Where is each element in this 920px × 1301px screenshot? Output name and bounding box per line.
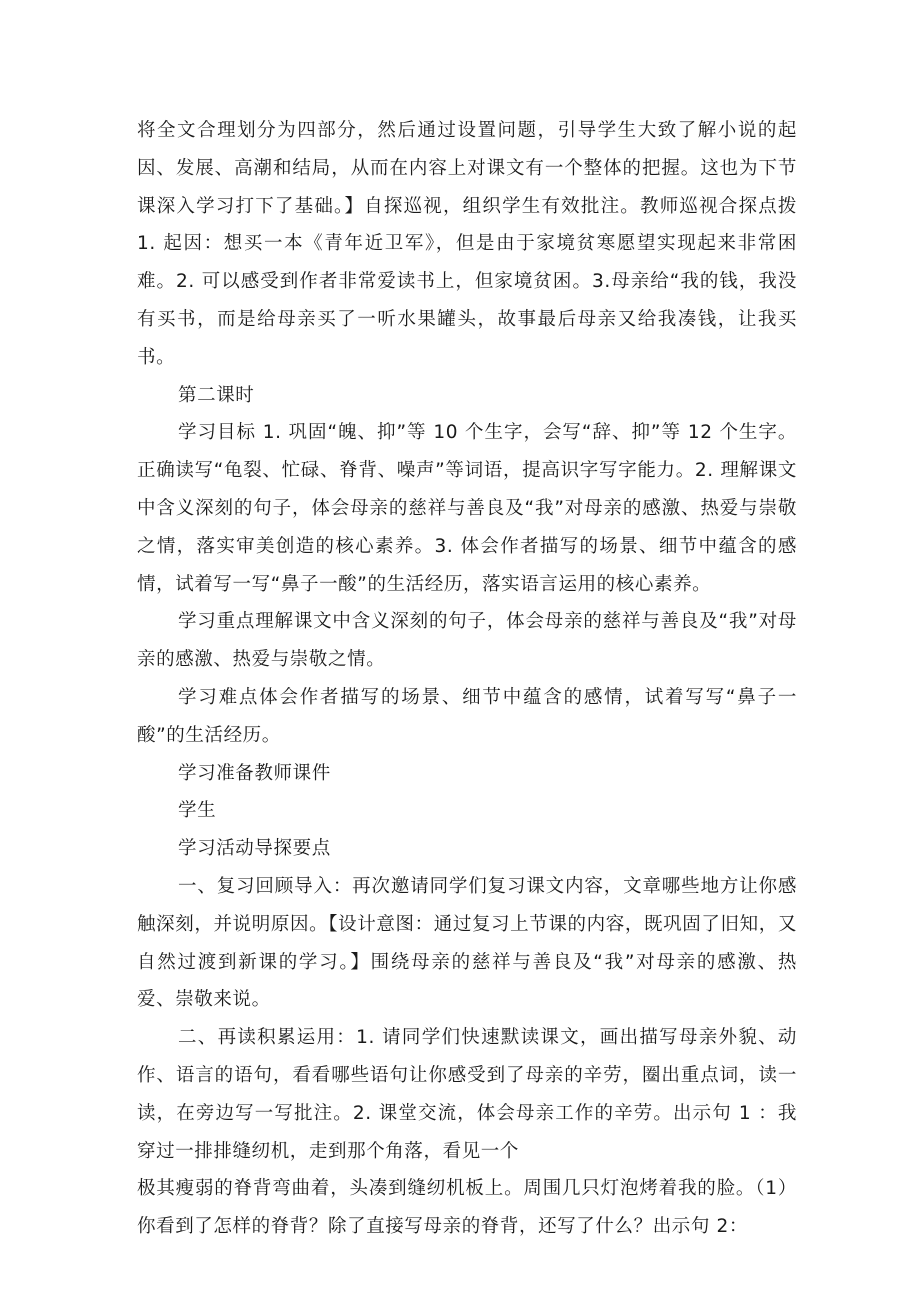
paragraph-2-lesson-title: 第二课时 — [178, 384, 255, 406]
paragraph-3-learning-goals: 学习目标 1. 巩固“魄、抑”等 10 个生字，会写“辞、抑”等 12 个生字。正确读写“龟裂、忙碌、脊背、噪声”等词语，提高识字写字能力。2. 理解课文中含义深刻的句子，体会母亲的慈祥与善良及“我”对母亲的感激、热爱与崇敬之情，落实审美创造的核心素养。3. 体会作者描写的场景、细节中蕴含的感情，试着写一写“鼻子一酸”的生活经历，落实语言运用的核心素养。 — [137, 422, 797, 595]
paragraph-6-preparation: 学习准备教师课件 — [178, 762, 331, 784]
paragraph-8-activities: 学习活动导探要点 — [178, 838, 331, 860]
paragraph-7-students: 学生 — [178, 800, 217, 822]
document-body — [137, 112, 797, 1246]
paragraph-11-continuation: 极其瘦弱的脊背弯曲着，头凑到缝纫机板上。周围几只灯泡烤着我的脸。（1）你看到了怎样的脊背？除了直接写母亲的脊背，还写了什么？出示句 2： — [137, 1178, 797, 1238]
paragraph-10-reread: 二、再读积累运用：1. 请同学们快速默读课文，画出描写母亲外貌、动作、语言的语句，看看哪些语句让你感受到了母亲的辛劳，圈出重点词，读一读，在旁边写一写批注。2. 课堂交流，体会母亲工作的辛劳。出示句 1 ：我穿过一排排缝纫机，走到那个角落，看见一个 — [137, 1027, 797, 1162]
paragraph-1: 将全文合理划分为四部分，然后通过设置问题，引导学生大致了解小说的起因、发展、高潮和结局，从而在内容上对课文有一个整体的把握。这也为下节课深入学习打下了基础。】自探巡视，组织学生有效批注。教师巡视合探点拨 1. 起因：想买一本《青年近卫军》，但是由于家境贫寒愿望实现起来非常困难。2. 可以感受到作者非常爱读书上，但家境贫困。3.母亲给“我的钱，我没有买书，而是给母亲买了一听水果罐头，故事最后母亲又给我凑钱，让我买书。 — [137, 120, 797, 368]
paragraph-9-review: 一、复习回顾导入：再次邀请同学们复习课文内容，文章哪些地方让你感触深刻，并说明原因。【设计意图：通过复习上节课的内容，既巩固了旧知，又自然过渡到新课的学习。】围绕母亲的慈祥与善良及“我”对母亲的感激、热爱、崇敬来说。 — [137, 875, 797, 1011]
paragraph-4-key-points: 学习重点理解课文中含义深刻的句子，体会母亲的慈祥与善良及“我”对母亲的感激、热爱与崇敬之情。 — [137, 611, 797, 671]
paragraph-5-difficulties: 学习难点体会作者描写的场景、细节中蕴含的感情，试着写写“鼻子一酸”的生活经历。 — [137, 686, 797, 746]
